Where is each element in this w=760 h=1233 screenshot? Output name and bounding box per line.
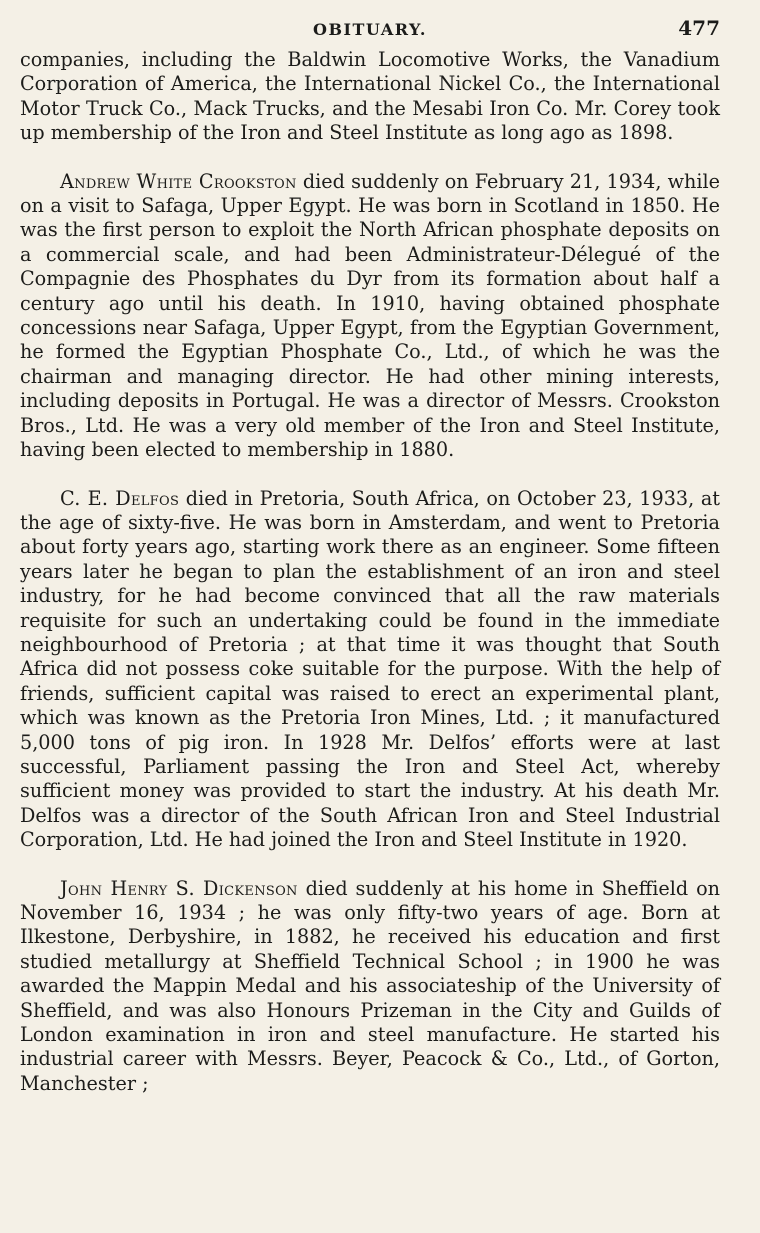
deceased-name: Andrew White Crookston — [60, 169, 297, 193]
paragraph-text: companies, including the Baldwin Locomotive Works, the Vanadium Corporation of America, the International Nickel Co., the International Motor Truck Co., Mack Trucks, and the Mesabi Iron Co. Mr. Corey took up membership of the Iron and Steel Institute as long ago as 1898. — [20, 48, 720, 145]
paragraph-text: died suddenly on February 21, 1934, while on a visit to Safaga, Upper Egypt. He was born in Scotland in 1850. He was the first person to exploit the North African phosphate deposits on a commercial scale, and had been Administrateur-Délegué of the Compagnie des Phosphates du Dyr from its formation about half a century ago until his death. In 1910, having obtained phosphate concessions near Safaga, Upper Egypt, from the Egyptian Government, he formed the Egyptian Phosphate Co., Ltd., of which he was the chairman and managing director. He had other mining interests, including deposits in Portugal. He was a director of Messrs. Crookston Bros., Ltd. He was a very old member of the Iron and Steel Institute, having been elected to membership in 1880. — [20, 169, 720, 462]
running-head — [20, 10, 720, 40]
obituary-entry-crookston — [20, 170, 720, 463]
obituary-body — [20, 48, 720, 1096]
paragraph-corey-continuation — [20, 48, 720, 146]
paragraph-text: died suddenly at his home in Sheffield on November 16, 1934 ; he was only fifty-two years of age. Born at Ilkestone, Derbyshire, in 1882, he received his education and first studied metallurgy at Sheffield Technical School ; in 1900 he was awarded the Mappin Medal and his associateship of the University of Sheffield, and was also Honours Prizeman in the City and Guilds of London examination in iron and steel manufacture. He started his industrial career with Messrs. Beyer, Peacock & Co., Ltd., of Gorton, Manchester ; — [20, 876, 720, 1095]
page-number: 477 — [678, 16, 720, 40]
obituary-entry-delfos — [20, 487, 720, 853]
deceased-name: C. E. Delfos — [60, 486, 180, 510]
deceased-name: John Henry S. Dickenson — [60, 876, 298, 900]
paragraph-text: died in Pretoria, South Africa, on October 23, 1933, at the age of sixty-five. He was born in Amsterdam, and went to Pretoria about forty years ago, starting work there as an engineer. Some fifteen years later he began to plan the establishment of an iron and steel industry, for he had become convinced that all the raw materials requisite for such an undertaking could be found in the immediate neighbourhood of Pretoria ; at that time it was thought that South Africa did not possess coke suitable for the purpose. With the help of friends, sufficient capital was raised to erect an experimental plant, which was known as the Pretoria Iron Mines, Ltd. ; it manufactured 5,000 tons of pig iron. In 1928 Mr. Delfos’ efforts were at last successful, Parliament passing the Iron and Steel Act, whereby sufficient money was provided to start the industry. At his death Mr. Delfos was a director of the South African Iron and Steel Industrial Corporation, Ltd. He had joined the Iron and Steel Institute in 1920. — [20, 486, 721, 852]
running-title: OBITUARY. — [313, 20, 427, 39]
obituary-entry-dickenson — [20, 877, 720, 1097]
